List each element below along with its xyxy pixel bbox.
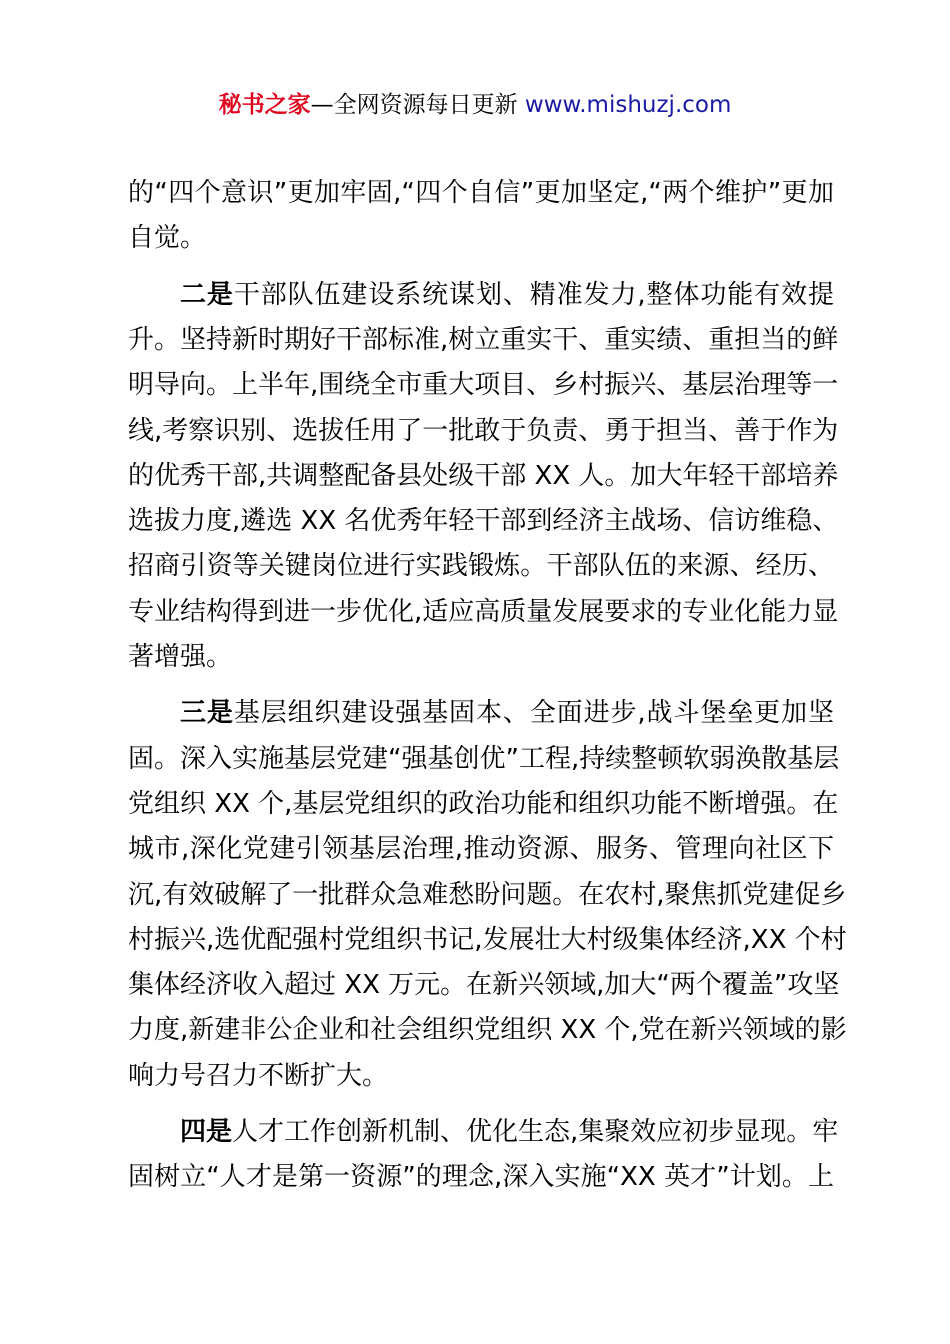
text-line [128, 831, 834, 867]
line-text: 明导向。上半年,围绕全市重大项目、乡村振兴、基层治理等一 [128, 370, 839, 401]
line-text: 固树立“人才是第一资源”的理念,深入实施“XX 英才”计划。上 [128, 1162, 834, 1193]
paragraph-lead: 四是 [180, 1117, 233, 1147]
text-line [128, 741, 840, 777]
text-line [128, 503, 839, 539]
line-text: 沉,有效破解了一批群众急难愁盼问题。在农村,聚焦抓党建促乡 [128, 879, 847, 910]
page-header [0, 88, 950, 122]
line-text: 力度,新建非公企业和社会组织党组织 XX 个,党在新兴领域的影 [128, 1015, 847, 1046]
text-line [128, 413, 839, 449]
paragraph-first-line [180, 277, 834, 313]
text-line [128, 1058, 834, 1094]
brand-name: 秘书之家 [218, 92, 311, 118]
line-text: 集体经济收入超过 XX 万元。在新兴领域,加大“两个覆盖”攻坚 [128, 970, 840, 1001]
line-text: 城市,深化党建引领基层治理,推动资源、服务、管理向社区下 [128, 834, 834, 865]
line-text: 线,考察识别、选拔任用了一批敢于负责、勇于担当、善于作为 [128, 415, 839, 446]
text-line [128, 220, 834, 256]
text-line [128, 786, 839, 822]
paragraph-first-line [180, 1114, 839, 1150]
text-line [128, 175, 834, 211]
text-line [128, 367, 839, 403]
text-line [128, 322, 839, 358]
line-text: 干部队伍建设系统谋划、精准发力,整体功能有效提 [233, 279, 834, 310]
line-text: 自觉。 [128, 223, 207, 254]
header-slogan: —全网资源每日更新 [310, 92, 525, 118]
text-line [128, 1159, 834, 1195]
line-text: 升。坚持新时期好干部标准,树立重实干、重实绩、重担当的鲜 [128, 324, 839, 355]
text-line [128, 922, 847, 958]
line-text: 固。深入实施基层党建“强基创优”工程,持续整顿软弱涣散基层 [128, 743, 840, 774]
text-line [128, 967, 840, 1003]
line-text: 基层组织建设强基固本、全面进步,战斗堡垒更加坚 [233, 698, 834, 729]
line-text: 选拔力度,遴选 XX 名优秀年轻干部到经济主战场、信访维稳、 [128, 506, 839, 537]
line-text: 著增强。 [128, 642, 233, 672]
paragraph-lead: 二是 [180, 279, 234, 310]
line-text: 村振兴,选优配强村党组织书记,发展壮大村级集体经济,XX 个村 [128, 924, 847, 955]
line-text: 招商引资等关键岗位进行实践锻炼。干部队伍的来源、经历、 [128, 551, 834, 582]
text-line [128, 458, 839, 494]
text-line [128, 639, 834, 675]
line-text: 响力号召力不断扩大。 [128, 1060, 389, 1091]
text-line [128, 877, 847, 913]
site-url[interactable]: www.mishuzj.com [524, 92, 732, 118]
paragraph-lead: 三是 [180, 698, 234, 729]
line-text: 党组织 XX 个,基层党组织的政治功能和组织功能不断增强。在 [128, 788, 839, 819]
paragraph-first-line [180, 695, 834, 731]
line-text: 的“四个意识”更加牢固,“四个自信”更加坚定,“两个维护”更加 [128, 178, 834, 208]
text-line [128, 594, 839, 630]
line-text: 专业结构得到进一步优化,适应高质量发展要求的专业化能力显 [128, 596, 839, 627]
line-text: 的优秀干部,共调整配备县处级干部 XX 人。加大年轻干部培养 [128, 460, 839, 491]
text-line [128, 548, 834, 584]
line-text: 人才工作创新机制、优化生态,集聚效应初步显现。牢 [232, 1117, 839, 1147]
text-line [128, 1012, 847, 1048]
